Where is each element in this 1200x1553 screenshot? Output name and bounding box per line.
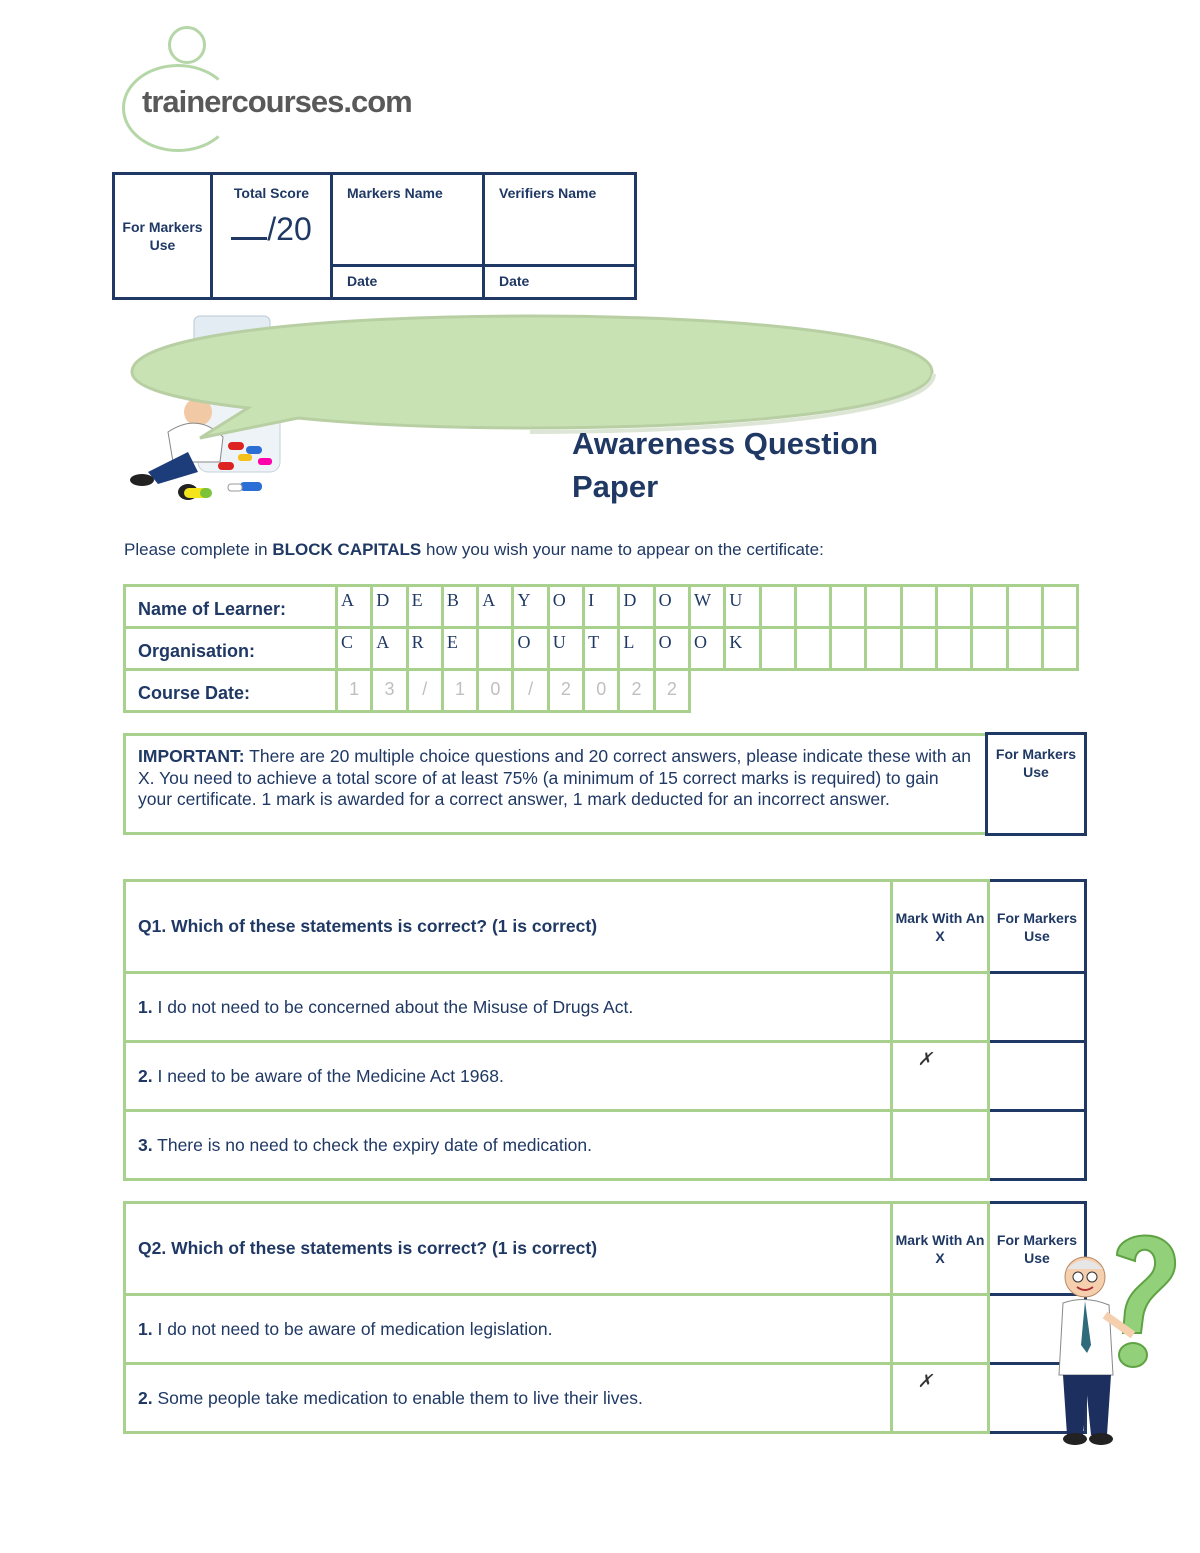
for-markers-use-header: For Markers Use — [989, 1203, 1086, 1295]
important-for-markers-use: For Markers Use — [985, 732, 1087, 836]
important-label: IMPORTANT: — [138, 746, 245, 766]
markers-date-label: Date — [347, 273, 378, 289]
x-mark: ✗ — [917, 1371, 933, 1392]
answer-option-text — [125, 1111, 892, 1180]
mark-with-x-header: Mark With An X — [892, 881, 989, 973]
answer-mark-box[interactable] — [892, 1042, 989, 1111]
answer-option-row — [125, 1111, 1086, 1180]
learner-name-letter-box[interactable]: D — [619, 586, 654, 628]
organisation-label: Organisation: — [125, 628, 337, 670]
option-text: I need to be aware of the Medicine Act 1968. — [152, 1065, 504, 1086]
option-text: There is no need to check the expiry date of medication. — [152, 1134, 592, 1155]
organisation-letter-box[interactable]: R — [407, 628, 442, 670]
organisation-letter-box[interactable]: O — [689, 628, 724, 670]
question-mark-figure — [1055, 1225, 1185, 1450]
for-markers-use-header: For Markers Use — [989, 881, 1086, 973]
answer-option-text — [125, 1295, 892, 1364]
learner-name-letter-box[interactable]: U — [725, 586, 760, 628]
markers-name-field[interactable] — [332, 174, 484, 266]
answer-mark-box[interactable] — [892, 973, 989, 1042]
organisation-letter-box[interactable]: A — [372, 628, 407, 670]
learner-name-letter-box[interactable]: O — [654, 586, 689, 628]
organisation-letter-box[interactable] — [760, 628, 795, 670]
learner-name-letter-box[interactable] — [937, 586, 972, 628]
learner-name-letter-box[interactable] — [1007, 586, 1042, 628]
verifiers-name-field[interactable] — [484, 174, 636, 266]
title-line-1: Awareness Question — [572, 426, 879, 461]
option-number: 2. — [138, 1387, 153, 1408]
instruction-after: how you wish your name to appear on the certificate: — [421, 540, 824, 559]
option-text: Some people take medication to enable them to live their lives. — [152, 1387, 643, 1408]
organisation-letter-box[interactable]: U — [548, 628, 583, 670]
instruction-text — [124, 540, 824, 560]
answer-mark-box[interactable] — [892, 1111, 989, 1180]
question-table-2 — [123, 1201, 1087, 1434]
markers-name-label: Markers Name — [347, 185, 443, 201]
organisation-letter-box[interactable] — [901, 628, 936, 670]
learner-name-letter-box[interactable]: A — [478, 586, 513, 628]
learner-name-letter-box[interactable]: B — [442, 586, 477, 628]
option-text: I do not need to be aware of medication legislation. — [152, 1318, 553, 1339]
learner-name-letter-box[interactable]: Y — [513, 586, 548, 628]
learner-name-letter-box[interactable]: D — [372, 586, 407, 628]
option-number: 1. — [138, 1318, 153, 1339]
for-markers-use-label: For Markers Use — [114, 174, 212, 299]
mark-with-x-header: Mark With An X — [892, 1203, 989, 1295]
question-title: Q2. Which of these statements is correct? (1 is correct) — [125, 1203, 892, 1295]
answer-option-text — [125, 1364, 892, 1433]
organisation-letter-box[interactable]: K — [725, 628, 760, 670]
learner-name-letter-box[interactable]: I — [584, 586, 619, 628]
verifiers-name-label: Verifiers Name — [499, 185, 597, 201]
course-date-char-box[interactable]: 2 — [619, 670, 654, 712]
logo-text: trainercourses.com — [142, 84, 412, 119]
total-score-cell — [212, 174, 332, 299]
answer-mark-box[interactable] — [892, 1364, 989, 1433]
learner-name-letter-box[interactable] — [1042, 586, 1077, 628]
answer-option-row — [125, 1295, 1086, 1364]
course-date-char-box[interactable]: 1 — [442, 670, 477, 712]
organisation-letter-box[interactable]: C — [337, 628, 372, 670]
total-score-label: Total Score — [233, 185, 310, 201]
learner-name-letter-box[interactable]: A — [337, 586, 372, 628]
course-date-char-box[interactable]: / — [513, 670, 548, 712]
learner-name-letter-box[interactable]: O — [548, 586, 583, 628]
markers-use-table — [112, 172, 637, 300]
learner-name-letter-box[interactable] — [831, 586, 866, 628]
question-title: Q1. Which of these statements is correct? (1 is correct) — [125, 881, 892, 973]
course-date-char-box[interactable]: 0 — [478, 670, 513, 712]
total-score-value: /20 — [267, 211, 312, 247]
organisation-letter-box[interactable] — [831, 628, 866, 670]
option-text: I do not need to be concerned about the Misuse of Drugs Act. — [152, 996, 634, 1017]
option-number: 3. — [138, 1134, 153, 1155]
organisation-letter-box[interactable]: T — [584, 628, 619, 670]
markers-use-box[interactable] — [989, 1042, 1086, 1111]
learner-name-letter-box[interactable] — [795, 586, 830, 628]
answer-option-text — [125, 973, 892, 1042]
course-date-char-box[interactable]: 1 — [337, 670, 372, 712]
organisation-letter-box[interactable] — [972, 628, 1007, 670]
important-text: There are 20 multiple choice questions and 20 correct answers, please indicate these with an X. You need to achieve a total score of at least 75% (a minimum of 15 correct marks is required) to gain your certificate. 1 mark is awarded for a correct answer, 1 mark deducted for an incorrect answer. — [138, 746, 971, 809]
logo-small-circle — [168, 26, 206, 64]
answer-option-text — [125, 1042, 892, 1111]
learner-name-letter-box[interactable] — [972, 586, 1007, 628]
instruction-before: Please complete in — [124, 540, 273, 559]
course-date-char-box[interactable]: / — [407, 670, 442, 712]
option-number: 1. — [138, 996, 153, 1017]
answer-option-row — [125, 1042, 1086, 1111]
organisation-letter-box[interactable] — [1007, 628, 1042, 670]
question-table-1 — [123, 879, 1087, 1181]
answer-option-row — [125, 1364, 1086, 1433]
course-date-char-box[interactable]: 3 — [372, 670, 407, 712]
page-title — [572, 422, 878, 508]
important-notice — [123, 733, 987, 835]
answer-mark-box[interactable] — [892, 1295, 989, 1364]
trainercourses-logo — [120, 26, 450, 156]
learner-name-letter-box[interactable]: E — [407, 586, 442, 628]
learner-name-letter-box[interactable] — [760, 586, 795, 628]
learner-details-table — [123, 584, 1079, 713]
organisation-letter-box[interactable] — [795, 628, 830, 670]
organisation-letter-box[interactable]: O — [654, 628, 689, 670]
learner-name-letter-box[interactable] — [901, 586, 936, 628]
course-date-char-box[interactable]: 2 — [548, 670, 583, 712]
option-number: 2. — [138, 1065, 153, 1086]
organisation-letter-box[interactable] — [478, 628, 513, 670]
organisation-letter-box[interactable]: L — [619, 628, 654, 670]
total-score-field[interactable] — [213, 211, 330, 248]
title-line-2: Paper — [572, 469, 659, 504]
x-mark: ✗ — [917, 1049, 933, 1070]
markers-use-box[interactable] — [989, 973, 1086, 1042]
name-of-learner-label: Name of Learner: — [125, 586, 337, 628]
course-date-char-box[interactable]: 2 — [654, 670, 689, 712]
verifiers-date-label: Date — [499, 273, 530, 289]
verifiers-date-field[interactable] — [484, 266, 636, 299]
organisation-letter-box[interactable] — [1042, 628, 1077, 670]
organisation-letter-box[interactable]: O — [513, 628, 548, 670]
course-date-char-box[interactable]: 0 — [584, 670, 619, 712]
organisation-letter-box[interactable] — [937, 628, 972, 670]
markers-date-field[interactable] — [332, 266, 484, 299]
organisation-letter-box[interactable] — [866, 628, 901, 670]
learner-name-letter-box[interactable] — [866, 586, 901, 628]
organisation-letter-box[interactable]: E — [442, 628, 477, 670]
learner-name-letter-box[interactable]: W — [689, 586, 724, 628]
answer-option-row — [125, 973, 1086, 1042]
instruction-bold: BLOCK CAPITALS — [272, 540, 422, 559]
markers-use-box[interactable] — [989, 1111, 1086, 1180]
course-date-label: Course Date: — [125, 670, 337, 712]
